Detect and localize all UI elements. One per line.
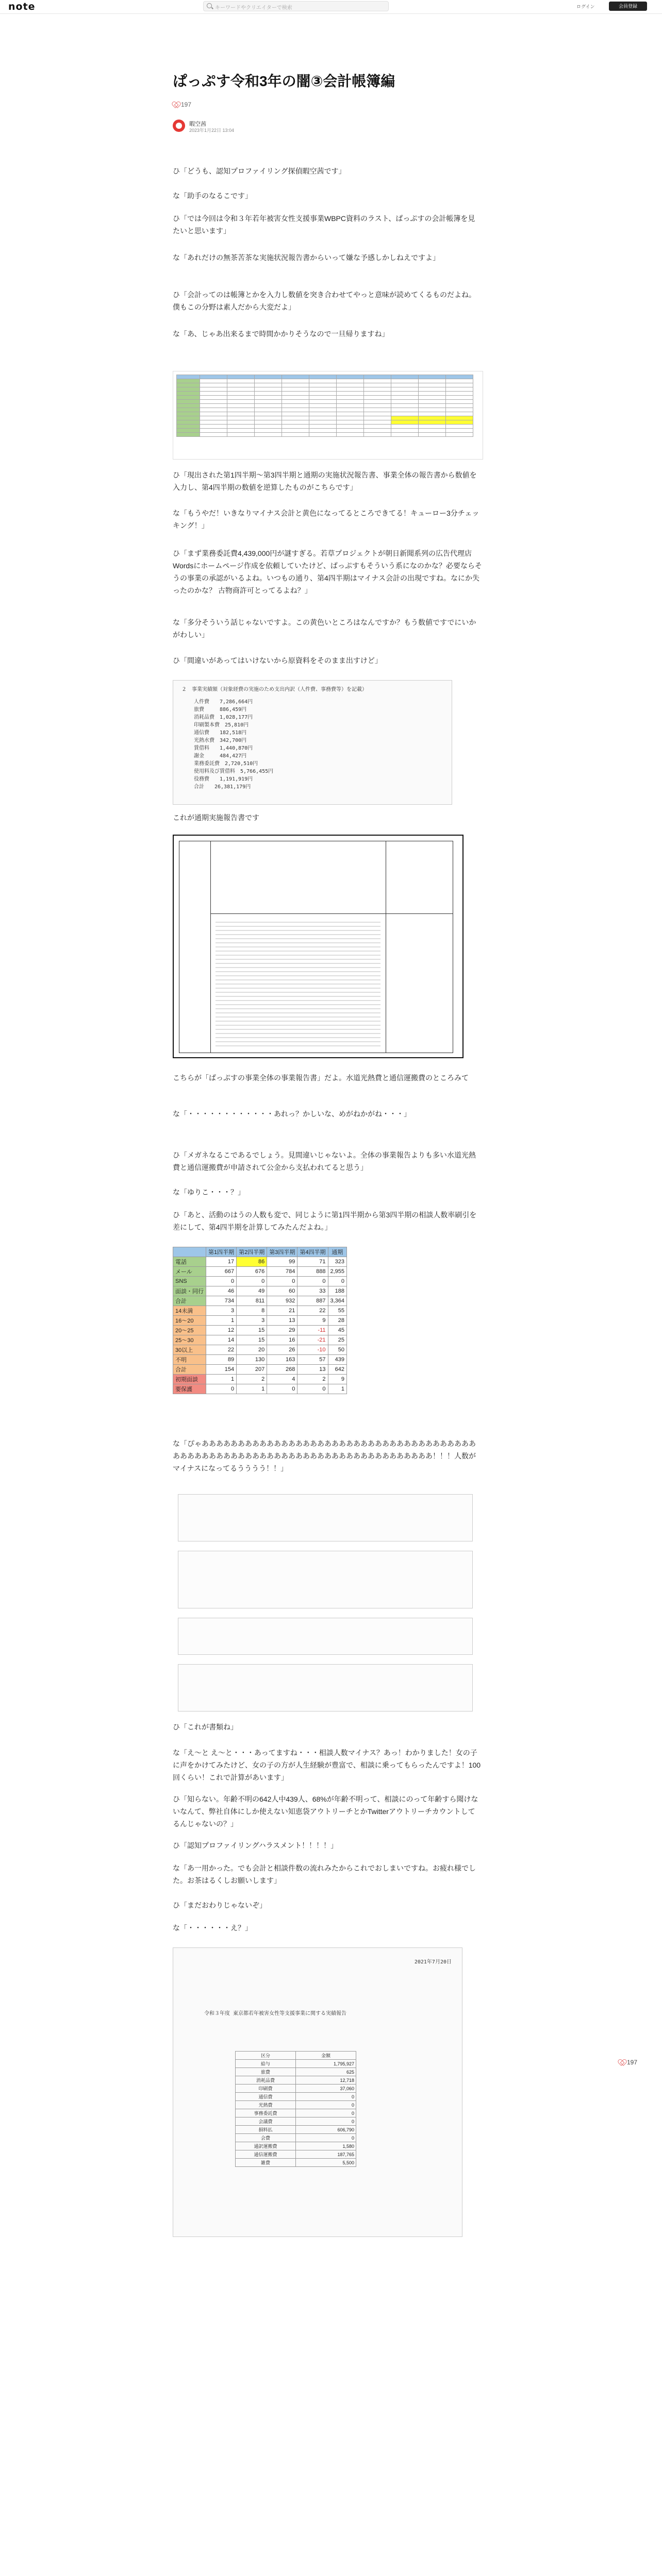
- table-cell: 163: [267, 1355, 297, 1365]
- paragraph: こちらが「ぱっぷすの事業全体の事業報告書」だよ。水道光熱費と通信運搬費のところみて: [173, 1074, 469, 1082]
- paragraph: ひ「まだおわりじゃないぞ」: [173, 1901, 267, 1909]
- table-row: [173, 1365, 347, 1375]
- table-cell: 1: [328, 1384, 347, 1394]
- paragraph: な「あれだけの無茶苦茶な実施状況報告書からいって嫌な予感しかしねえですよ」: [173, 253, 440, 262]
- paragraph: な「ゆりこ・・・？」: [173, 1188, 245, 1196]
- table-cell: 22: [297, 1306, 328, 1316]
- table-cell: 初期面談: [173, 1375, 206, 1384]
- table-cell: 不明: [173, 1355, 206, 1365]
- table-cell: 28: [328, 1316, 347, 1326]
- table-row: [236, 2093, 356, 2101]
- report-tables-scan: [173, 1494, 482, 1710]
- table-header-cell: [173, 1247, 206, 1257]
- paragraph: ひ「メガネなるこであるでしょう。見間違いじゃないよ。全体の事業報告よりも多い水道光熱費と通信運搬費が申請されて公金から支払われてると思う」: [173, 1151, 476, 1172]
- table-cell: 86: [237, 1257, 267, 1267]
- table-cell: 5,500: [296, 2159, 356, 2167]
- table-cell: 0: [297, 1384, 328, 1394]
- table-cell: -11: [297, 1326, 328, 1335]
- search-placeholder: キーワードやクリエイターで検索: [215, 5, 292, 11]
- search-input[interactable]: [203, 1, 389, 11]
- doc-date: 2021年7月20日: [414, 1959, 452, 1965]
- table-cell: 1: [237, 1384, 267, 1394]
- table-cell: 667: [206, 1267, 237, 1277]
- table-row: [173, 1296, 347, 1306]
- table-cell: 29: [267, 1326, 297, 1335]
- table-cell: 4: [267, 1375, 297, 1384]
- table-cell: 89: [206, 1355, 237, 1365]
- table-row: [173, 1375, 347, 1384]
- table-cell: 33: [297, 1286, 328, 1296]
- table-header-cell: 区分: [236, 2052, 296, 2060]
- table-cell: 事務委託費: [236, 2109, 296, 2117]
- statement-line: 光熱水費 342,700円: [194, 738, 247, 743]
- table-cell: 会費: [236, 2134, 296, 2142]
- paragraph: ひ「まず業務委託費4,439,000円が謎すぎる。若草プロジェクトが朝日新聞系列の広告代理店Wordsにホームページ作成を依頼していたけど、ぱっぷすもそういう系になのかな？必要ならそうの事業の承認がいるよね。いつもの通り、第4四半期はマイナス会計の出現ですね。なにか失ったのかな？ 古物商許可とってるよね？」: [173, 549, 482, 595]
- table-cell: 21: [267, 1306, 297, 1316]
- table-cell: 71: [297, 1257, 328, 1267]
- paragraph: な「あ、じゃあ出来るまで時間かかりそうなので一旦帰りますね」: [173, 330, 389, 338]
- table-row: [173, 1306, 347, 1316]
- paragraph: な「・・・・・・・・・・・・あれっ？かしいな、めがねかがね・・・」: [173, 1110, 411, 1118]
- table-cell: 3: [206, 1306, 237, 1316]
- table-cell: 734: [206, 1296, 237, 1306]
- table-cell: 12,718: [296, 2076, 356, 2084]
- table-cell: 642: [328, 1365, 347, 1375]
- table-row: [173, 1345, 347, 1355]
- table-header-cell: 第4四半期: [297, 1247, 328, 1257]
- table-header-cell: 第1四半期: [206, 1247, 237, 1257]
- author-name[interactable]: 暇空茜: [189, 121, 206, 127]
- table-cell: 57: [297, 1355, 328, 1365]
- table-cell: 0: [296, 2101, 356, 2109]
- table-cell: 0: [297, 1277, 328, 1286]
- paragraph: これが通期実施報告書です: [173, 814, 259, 822]
- paragraph: ひ「現出された第1四半期〜第3四半期と通期の実施状況報告書、事業全体の報告書から数値を入力し、第4四半期の数値を逆算したものがこちらです」: [173, 471, 477, 492]
- table-row: [173, 1326, 347, 1335]
- search-icon: [207, 3, 212, 8]
- table-cell: 207: [237, 1365, 267, 1375]
- table-cell: -10: [297, 1345, 328, 1355]
- table-cell: 625: [296, 2068, 356, 2076]
- table-cell: 0: [296, 2117, 356, 2126]
- table-cell: 16: [267, 1335, 297, 1345]
- statement-line: 合計 26,381,179円: [194, 784, 251, 790]
- statement-line: 印刷製本費 25,810円: [194, 722, 249, 728]
- table-cell: 通信運搬費: [236, 2150, 296, 2159]
- table-cell: 消耗品費: [236, 2076, 296, 2084]
- paragraph: ひ「あと、活動のはうの人数も変で、同じように第1四半期から第3四半期の相談人数率刷引を差にして、第4四半期を計算してみたんだよね。」: [173, 1211, 477, 1231]
- budget-table: [235, 2051, 356, 2167]
- table-cell: 13: [267, 1316, 297, 1326]
- paragraph: な「え〜と え〜と・・・あってますね・・・相談人数マイナス？あっ！わかりました！女の子に声をかけてみたけど、女の子の方が人生経験が豊富で、相談に乗ってもらったんですよ！100回くらい！これで計算があいます」: [173, 1749, 481, 1782]
- table-cell: 784: [267, 1267, 297, 1277]
- heart-icon: [173, 102, 179, 108]
- table-row: [173, 1277, 347, 1286]
- table-cell: 17: [206, 1257, 237, 1267]
- paragraph: ひ「知らない。年齢不明の642人中439人、68%が年齢不明って、相談にのって年齢すら聞けないなんて、弊社自体にしか使えない知恵袋アウトリーチとかTwitterアウトリーチカウントしてるんじゃないの？」: [173, 1795, 478, 1828]
- attendance-table-figure: [173, 1247, 347, 1394]
- statement-line: 通信費 182,518円: [194, 730, 247, 736]
- table-cell: 14未満: [173, 1306, 206, 1316]
- table-cell: 9: [328, 1375, 347, 1384]
- doc-title: 令和３年度 東京都若年被害女性等支援事業に関する実績報告: [204, 2011, 347, 2016]
- table-cell: 45: [328, 1326, 347, 1335]
- table-cell: 15: [237, 1335, 267, 1345]
- table-row: [173, 1286, 347, 1296]
- paragraph: ひ「間違いがあってはいけないから原資料をそのまま出すけど」: [173, 656, 382, 665]
- paragraph: な「助手のなるこです」: [173, 192, 252, 200]
- table-cell: 0: [267, 1277, 297, 1286]
- paragraph: ひ「会計ってのは帳簿とかを入力し数値を突き合わせてやっと意味が読めてくるものだよね。僕もこの分野は素人だから大変だよ」: [173, 291, 476, 311]
- table-cell: 130: [237, 1355, 267, 1365]
- attendance-table: [173, 1247, 347, 1394]
- table-header-cell: 金額: [296, 2052, 356, 2060]
- signup-button[interactable]: 会員登録: [609, 2, 647, 11]
- accounting-table: [176, 375, 473, 437]
- table-cell: 26: [267, 1345, 297, 1355]
- table-cell: 811: [237, 1296, 267, 1306]
- table-row: [173, 1267, 347, 1277]
- heart-icon: [619, 2060, 625, 2065]
- table-cell: 20〜25: [173, 1326, 206, 1335]
- table-cell: -21: [297, 1335, 328, 1345]
- table-cell: 合計: [173, 1365, 206, 1375]
- paragraph: な「あ一用かった。でも会計と相談件数の流れみたからこれでおしまいですね。お疲れ様でした。お茶はるくしお願いします」: [173, 1864, 476, 1885]
- table-row: [236, 2142, 356, 2150]
- table-header-cell: 第2四半期: [237, 1247, 267, 1257]
- table-row: [236, 2117, 356, 2126]
- table-row: [236, 2076, 356, 2084]
- table-cell: 25〜30: [173, 1335, 206, 1345]
- table-cell: 0: [296, 2109, 356, 2117]
- paragraph: な「・・・・・・え？」: [173, 1924, 252, 1932]
- table-cell: 323: [328, 1257, 347, 1267]
- table-cell: 12: [206, 1326, 237, 1335]
- table-cell: 55: [328, 1306, 347, 1316]
- paragraph: ひ「では今回は令和３年若年被害女性支援事業WBPC資料のラスト、ぱっぷすの会計帳簿を見たいと思います」: [173, 214, 475, 235]
- table-cell: 30以上: [173, 1345, 206, 1355]
- table-cell: 会議費: [236, 2117, 296, 2126]
- table-row: [236, 2068, 356, 2076]
- statement-line: 消耗品費 1,028,177円: [194, 715, 253, 720]
- table-cell: メール: [173, 1267, 206, 1277]
- table-row: [173, 1316, 347, 1326]
- table-cell: 0: [206, 1384, 237, 1394]
- statement-line: 役務費 1,191,919円: [194, 776, 253, 782]
- table-cell: 606,790: [296, 2126, 356, 2134]
- table-cell: 268: [267, 1365, 297, 1375]
- table-row: [173, 1335, 347, 1345]
- table-header-cell: 通期: [328, 1247, 347, 1257]
- table-cell: 1,580: [296, 2142, 356, 2150]
- table-cell: 49: [237, 1286, 267, 1296]
- table-row: [236, 2084, 356, 2093]
- table-cell: 面談・同行: [173, 1286, 206, 1296]
- table-cell: 60: [267, 1286, 297, 1296]
- table-cell: 887: [297, 1296, 328, 1306]
- statement-line: 業務委託費 2,720,510円: [194, 761, 258, 767]
- article-title: ぱっぷす令和3年の闇③会計帳簿編: [173, 73, 395, 89]
- table-cell: 676: [237, 1267, 267, 1277]
- paragraph: な「多分そういう話じゃないですよ。この黄色いところはなんですか？もう数値ですでにいかがわしい」: [173, 618, 476, 639]
- paragraph: ひ「認知プロファイリングハラスメント！！！！」: [173, 1841, 338, 1850]
- table-row: [236, 2126, 356, 2134]
- statement-line: 人件費 7,286,664円: [194, 699, 253, 705]
- table-cell: 50: [328, 1345, 347, 1355]
- table-row: [236, 2159, 356, 2167]
- table-cell: 0: [296, 2134, 356, 2142]
- table-cell: 1: [206, 1316, 237, 1326]
- top-bar: [0, 0, 662, 14]
- table-cell: 0: [296, 2093, 356, 2101]
- table-cell: SNS: [173, 1277, 206, 1286]
- table-cell: 旅費: [236, 2068, 296, 2076]
- table-cell: 25: [328, 1335, 347, 1345]
- table-header-row: [236, 2052, 356, 2060]
- statement-line: 賃借料 1,440,870円: [194, 745, 253, 751]
- table-cell: 印刷費: [236, 2084, 296, 2093]
- table-cell: 雑費: [236, 2159, 296, 2167]
- table-cell: 9: [297, 1316, 328, 1326]
- statement-heading: ２ 事業実績額（対象経費の実施のため支出内訳（人件費、事務費等）を記載）: [181, 687, 367, 692]
- accounting-table-figure: [173, 371, 483, 460]
- table-cell: 14: [206, 1335, 237, 1345]
- table-cell: 通信費: [236, 2093, 296, 2101]
- table-cell: 損料払: [236, 2126, 296, 2134]
- table-cell: 0: [328, 1277, 347, 1286]
- like-count[interactable]: 197: [173, 101, 191, 108]
- annual-report-scan: [173, 835, 464, 1058]
- table-cell: 439: [328, 1355, 347, 1365]
- table-cell: 20: [237, 1345, 267, 1355]
- table-cell: 15: [237, 1326, 267, 1335]
- table-row: [236, 2060, 356, 2068]
- table-cell: 1,795,927: [296, 2060, 356, 2068]
- site-logo[interactable]: note: [8, 1, 36, 12]
- table-cell: 給与: [236, 2060, 296, 2068]
- statement-scan: [173, 680, 452, 805]
- paragraph: な「ぴゃああああああああああああああああああああああああああああああああああああああああああああああああああああああああああああああああああああああああああ！！！人数がマイナスになってるうううう！！」: [173, 1439, 476, 1472]
- paragraph: な「もうやだ！いきなりマイナス会計と黄色になってるところできてる！キューロー3分チェッキング！」: [173, 509, 479, 530]
- table-cell: 電話: [173, 1257, 206, 1267]
- post-date: 2023年1月22日 13:04: [189, 128, 235, 133]
- table-cell: 188: [328, 1286, 347, 1296]
- paragraph: ひ「どうも、認知プロファイリング探偵暇空茜です」: [173, 167, 346, 175]
- table-header-row: [173, 1247, 347, 1257]
- paragraph: ひ「これが書類ね」: [173, 1723, 238, 1731]
- table-row: [173, 1257, 347, 1267]
- statement-line: 謝金 484,427円: [194, 753, 247, 759]
- table-row: [236, 2134, 356, 2142]
- table-cell: 0: [206, 1277, 237, 1286]
- table-row: [236, 2109, 356, 2117]
- statement-line: 使用料及び賃借料 5,766,455円: [194, 769, 274, 774]
- table-cell: 99: [267, 1257, 297, 1267]
- table-cell: 154: [206, 1365, 237, 1375]
- table-cell: 0: [237, 1277, 267, 1286]
- table-cell: 3,364: [328, 1296, 347, 1306]
- table-cell: 2: [237, 1375, 267, 1384]
- table-cell: 46: [206, 1286, 237, 1296]
- table-row: [236, 2101, 356, 2109]
- table-row: [173, 1355, 347, 1365]
- table-cell: 0: [267, 1384, 297, 1394]
- table-header-cell: 第3四半期: [267, 1247, 297, 1257]
- table-cell: 通訳運搬費: [236, 2142, 296, 2150]
- table-cell: 8: [237, 1306, 267, 1316]
- table-cell: 16〜20: [173, 1316, 206, 1326]
- login-link[interactable]: ログイン: [576, 4, 595, 9]
- table-cell: 3: [237, 1316, 267, 1326]
- avatar[interactable]: [173, 120, 185, 132]
- table-cell: 要保護: [173, 1384, 206, 1394]
- side-like-button[interactable]: 197: [619, 2059, 637, 2066]
- table-cell: 合計: [173, 1296, 206, 1306]
- table-cell: 37,060: [296, 2084, 356, 2093]
- table-cell: 2,955: [328, 1267, 347, 1277]
- table-cell: 22: [206, 1345, 237, 1355]
- statement-line: 旅費 886,459円: [194, 707, 247, 713]
- table-cell: 1: [206, 1375, 237, 1384]
- table-cell: 2: [297, 1375, 328, 1384]
- table-cell: 888: [297, 1267, 328, 1277]
- table-row: [173, 1384, 347, 1394]
- table-cell: 光熱費: [236, 2101, 296, 2109]
- budget-document-scan: [173, 1947, 462, 2237]
- table-row: [236, 2150, 356, 2159]
- table-cell: 13: [297, 1365, 328, 1375]
- table-cell: 932: [267, 1296, 297, 1306]
- table-cell: 187,765: [296, 2150, 356, 2159]
